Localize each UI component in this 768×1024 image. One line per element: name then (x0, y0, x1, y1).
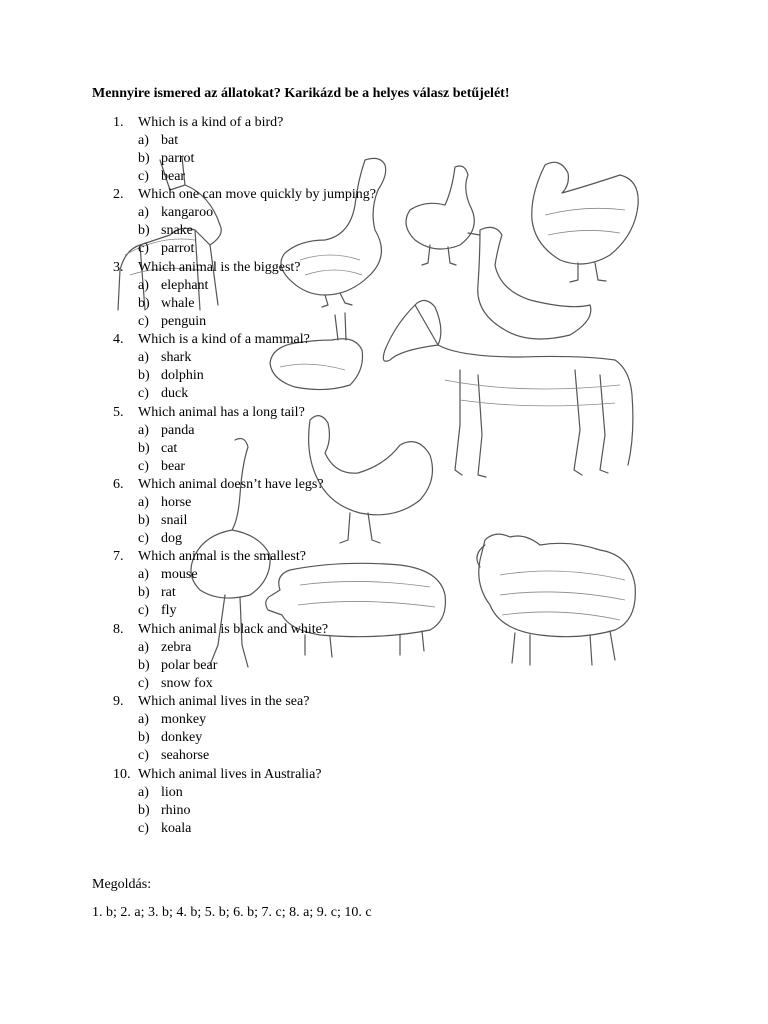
answer-option[interactable] (0, 675, 768, 693)
question-item (0, 114, 768, 186)
option-letter[interactable]: b) (138, 585, 150, 601)
answer-option[interactable] (0, 784, 768, 802)
option-letter[interactable]: c) (138, 603, 149, 619)
option-text: snake (161, 223, 193, 239)
option-text: dog (161, 531, 182, 546)
question-line (0, 548, 768, 566)
option-letter[interactable]: a) (138, 277, 149, 293)
question-text: Which animal is the biggest? (138, 259, 301, 275)
question-line (0, 621, 768, 639)
answer-option[interactable] (0, 512, 768, 530)
option-letter[interactable]: c) (138, 748, 149, 764)
answer-option[interactable] (0, 277, 768, 295)
question-number: 9. (113, 694, 124, 710)
question-text: Which animal doesn’t have legs? (138, 477, 324, 492)
option-text: bear (161, 458, 186, 474)
option-letter[interactable]: c) (138, 386, 149, 402)
question-line (0, 259, 768, 277)
question-item (0, 693, 768, 765)
option-letter[interactable]: c) (138, 820, 149, 836)
answer-option[interactable] (0, 168, 768, 186)
option-letter[interactable]: a) (138, 133, 149, 148)
answer-option[interactable] (0, 313, 768, 331)
answer-option[interactable] (0, 440, 768, 458)
question-line (0, 114, 768, 132)
answer-option[interactable] (0, 639, 768, 657)
option-letter[interactable]: b) (138, 730, 150, 746)
question-item (0, 621, 768, 693)
option-letter[interactable]: a) (138, 712, 149, 728)
question-item (0, 404, 768, 476)
question-number: 8. (113, 621, 124, 637)
answer-option[interactable] (0, 584, 768, 602)
option-text: shark (161, 350, 192, 366)
question-line (0, 766, 768, 784)
answer-option[interactable] (0, 204, 768, 222)
answer-option[interactable] (0, 422, 768, 440)
question-item (0, 476, 768, 548)
question-number: 10. (113, 766, 131, 782)
answer-option[interactable] (0, 240, 768, 258)
option-letter[interactable]: a) (138, 350, 149, 366)
answer-option[interactable] (0, 530, 768, 548)
worksheet-title: Mennyire ismered az állatokat? Karikázd be a helyes válasz betűjelét! (92, 86, 510, 101)
question-text: Which one can move quickly by jumping? (138, 187, 376, 203)
question-line (0, 476, 768, 494)
option-letter[interactable]: c) (138, 241, 149, 257)
question-item (0, 548, 768, 620)
option-letter[interactable]: a) (138, 567, 149, 583)
option-text: koala (161, 820, 192, 836)
question-text: Which is a kind of a mammal? (138, 332, 310, 348)
option-text: seahorse (161, 748, 210, 764)
solution-answers: 1. b; 2. a; 3. b; 4. b; 5. b; 6. b; 7. c; 8. a; 9. c; 10. c (92, 905, 372, 920)
question-text: Which animal lives in the sea? (138, 694, 310, 710)
question-item (0, 331, 768, 403)
question-line (0, 693, 768, 711)
option-letter[interactable]: b) (138, 368, 150, 384)
option-text: snow fox (161, 675, 213, 691)
question-line (0, 331, 768, 349)
option-text: whale (161, 295, 195, 311)
question-item (0, 186, 768, 258)
option-letter[interactable]: c) (138, 458, 149, 474)
option-text: panda (161, 422, 195, 438)
option-text: zebra (161, 639, 192, 655)
question-number: 2. (113, 187, 124, 203)
option-text: rhino (161, 802, 191, 818)
option-letter[interactable]: b) (138, 151, 150, 166)
answer-option[interactable] (0, 602, 768, 620)
answer-option[interactable] (0, 747, 768, 765)
answer-option[interactable] (0, 802, 768, 820)
answer-option[interactable] (0, 132, 768, 150)
option-letter[interactable]: b) (138, 657, 150, 673)
option-letter[interactable]: c) (138, 169, 149, 184)
option-text: mouse (161, 567, 198, 583)
answer-option[interactable] (0, 295, 768, 313)
option-text: parrot (161, 151, 195, 166)
option-text: fly (161, 603, 177, 619)
option-text: snail (161, 513, 188, 528)
option-letter[interactable]: a) (138, 784, 149, 800)
answer-option[interactable] (0, 729, 768, 747)
option-text: donkey (161, 730, 203, 746)
question-line (0, 186, 768, 204)
option-text: polar bear (161, 657, 218, 673)
question-item (0, 766, 768, 838)
option-text: horse (161, 495, 192, 510)
answer-option[interactable] (0, 150, 768, 168)
answer-option[interactable] (0, 367, 768, 385)
answer-option[interactable] (0, 566, 768, 584)
question-line (0, 404, 768, 422)
option-letter[interactable]: b) (138, 223, 150, 239)
question-number: 1. (113, 115, 124, 130)
answer-option[interactable] (0, 458, 768, 476)
answer-option[interactable] (0, 494, 768, 512)
answer-option[interactable] (0, 657, 768, 675)
question-text: Which animal is black and white? (138, 621, 329, 637)
option-letter[interactable]: b) (138, 295, 150, 311)
question-item (0, 259, 768, 331)
option-text: penguin (161, 313, 207, 329)
option-letter[interactable]: a) (138, 495, 149, 510)
option-text: elephant (161, 277, 209, 293)
option-text: monkey (161, 712, 207, 728)
option-text: dolphin (161, 368, 204, 384)
question-number: 6. (113, 477, 124, 492)
answer-option[interactable] (0, 820, 768, 838)
option-letter[interactable]: c) (138, 313, 149, 329)
option-letter[interactable]: b) (138, 440, 150, 456)
question-number: 4. (113, 332, 124, 348)
option-letter[interactable]: b) (138, 513, 150, 528)
question-number: 3. (113, 259, 124, 275)
option-letter[interactable]: b) (138, 802, 150, 818)
option-text: rat (161, 585, 176, 601)
option-text: kangaroo (161, 205, 214, 221)
question-number: 7. (113, 549, 124, 565)
option-letter[interactable]: a) (138, 205, 149, 221)
answer-option[interactable] (0, 385, 768, 403)
answer-option[interactable] (0, 222, 768, 240)
option-text: bat (161, 133, 179, 148)
answer-option[interactable] (0, 711, 768, 729)
question-text: Which is a kind of a bird? (138, 115, 284, 130)
option-text: parrot (161, 241, 195, 257)
question-text: Which animal is the smallest? (138, 549, 306, 565)
option-letter[interactable]: c) (138, 675, 149, 691)
option-text: cat (161, 440, 178, 456)
question-number: 5. (113, 404, 124, 420)
option-text: bear (161, 169, 186, 184)
option-text: duck (161, 386, 189, 402)
option-letter[interactable]: a) (138, 639, 149, 655)
option-text: lion (161, 784, 183, 800)
question-text: Which animal lives in Australia? (138, 766, 322, 782)
option-letter[interactable]: a) (138, 422, 149, 438)
answer-option[interactable] (0, 349, 768, 367)
option-letter[interactable]: c) (138, 531, 149, 546)
question-text: Which animal has a long tail? (138, 404, 305, 420)
solution-label: Megoldás: (92, 877, 152, 892)
